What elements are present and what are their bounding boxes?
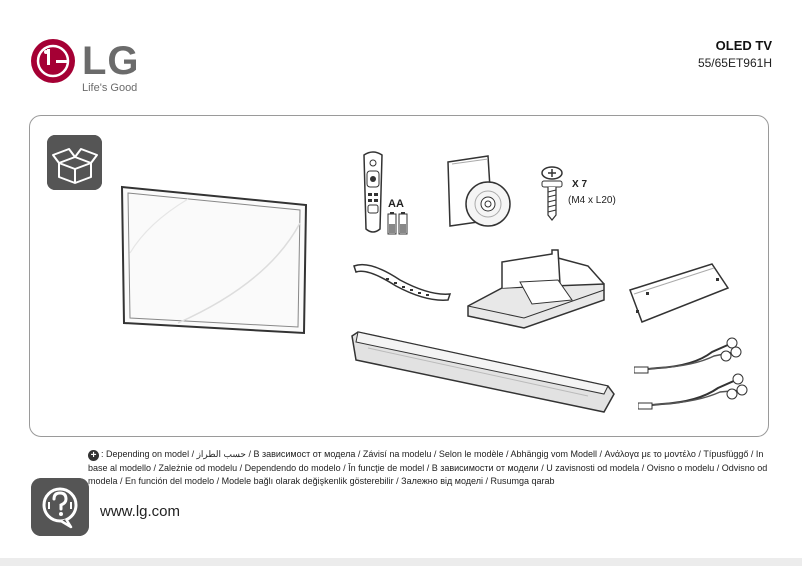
open-box-icon (47, 135, 102, 190)
cable-holder-illustration (350, 258, 454, 304)
magic-remote-illustration (358, 149, 388, 235)
back-cover-illustration (626, 262, 732, 326)
aa-batteries-illustration (387, 212, 409, 236)
website-link[interactable]: www.lg.com (100, 503, 181, 520)
model-number: 55/65ET961H (697, 56, 772, 70)
screw-illustration (540, 165, 564, 221)
stand-illustration (462, 248, 610, 330)
help-question-icon (31, 478, 89, 536)
page-bottom-band (0, 558, 802, 566)
note-text: : Depending on model / حسب الطراز / В зависимост от модела / Závisí na modelu / Selon le modèle / Abhängig vom Modell / Ανάλογα με το μοντέλο / Típusfüggő / In base al modello / Zależnie od modelu / Dependendo do modelo / În funcţie de model / В зависимости от модели / U zavisnosti od modela / Ovisno o modelu / Odvisno od modela / En función del modelo / Modele bağlı olarak değişkenlik gösterebilir / Залежно від моделі / Rusumga qarab (88, 449, 768, 486)
manual-and-cd-illustration (444, 154, 514, 230)
batteries-label: AA (388, 198, 404, 210)
plus-circle-icon: + (88, 450, 99, 461)
screw-spec: (M4 x L20) (568, 195, 616, 206)
brand-tagline: Life's Good (82, 82, 138, 94)
brand-wordmark: LG (82, 39, 140, 83)
soundbar-base-illustration (348, 330, 618, 414)
model-dependency-note (88, 448, 768, 489)
lg-logo-icon (30, 38, 76, 84)
screw-count: X 7 (572, 179, 588, 190)
product-type: OLED TV (715, 38, 772, 53)
component-cable-illustration (638, 370, 750, 414)
tv-panel-illustration (118, 183, 310, 335)
